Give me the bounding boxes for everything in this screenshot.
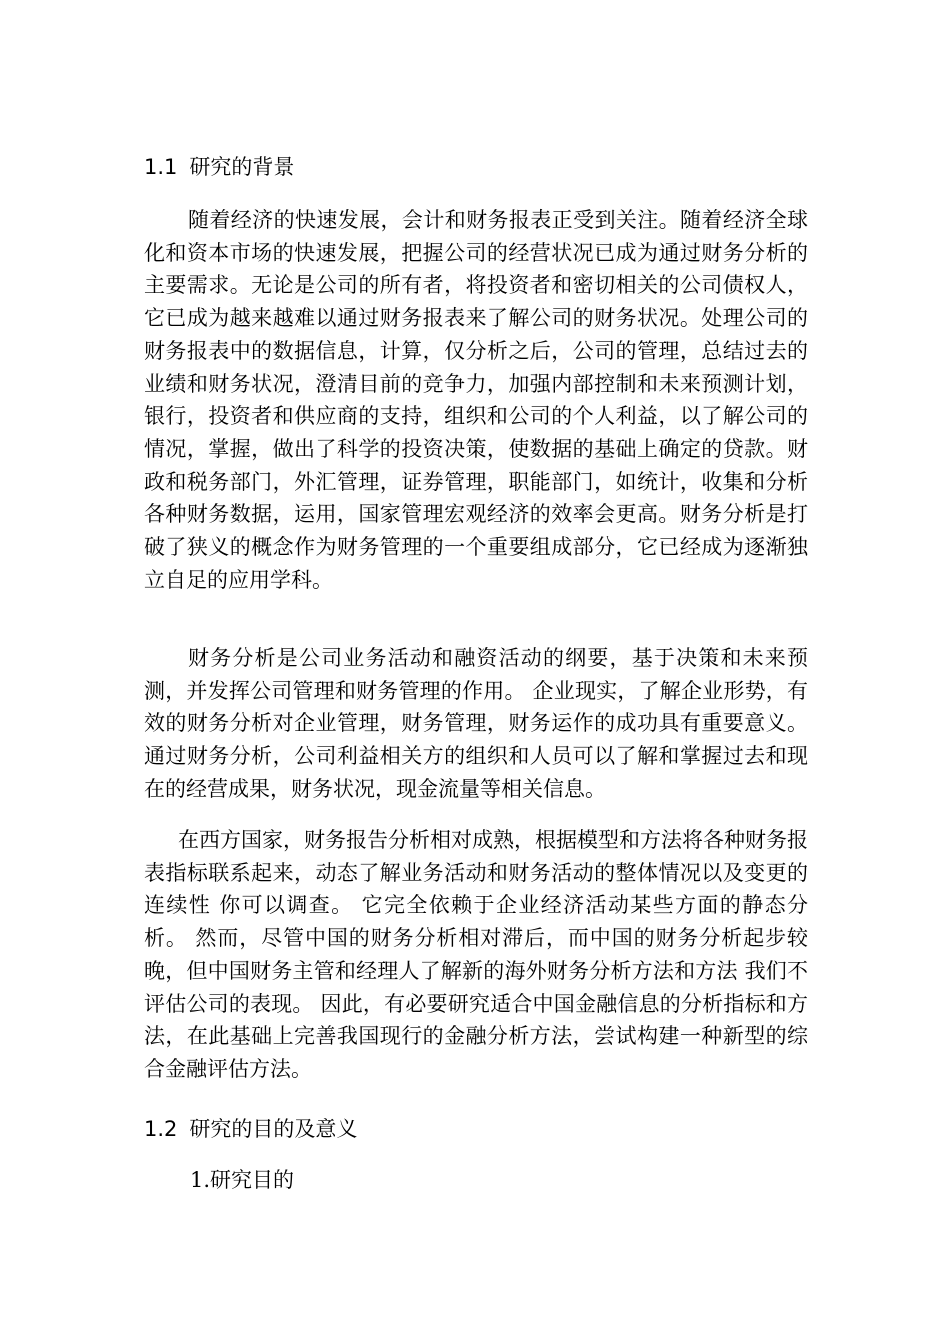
section-heading-1-1 bbox=[144, 151, 294, 183]
paragraph-background-3: 在西方国家，财务报告分析相对成熟，根据模型和方法将各种财务报表指标联系起来，动态了解业务活动和财务活动的整体情况以及变更的连续性 你可以调查。 它完全依赖于企业经济活动某些方面的静态分析。 然而，尽管中国的财务分析相对滞后，而中国的财务分析起步较晚，但中国财务主管和经理人了解新的海外财务分析方法和方法 我们不评估公司的表现。 因此，有必要研究适合中国金融信息的分析指标和方法，在此基础上完善我国现行的金融分析方法，尝试构建一种新型的综合金融评估方法。 bbox=[144, 828, 808, 1081]
paragraph-background-1: 随着经济的快速发展，会计和财务报表正受到关注。随着经济全球化和资本市场的快速发展，把握公司的经营状况已成为通过财务分析的主要需求。无论是公司的所有者，将投资者和密切相关的公司债权人，它已成为越来越难以通过财务报表来了解公司的财务状况。处理公司的财务报表中的数据信息，计算，仅分析之后，公司的管理，总结过去的业绩和财务状况，澄清目前的竞争力，加强内部控制和未来预测计划，银行，投资者和供应商的支持，组织和公司的个人利益，以了解公司的情况，掌握，做出了科学的投资决策，使数据的基础上确定的贷款。财政和税务部门，外汇管理，证券管理，职能部门，如统计，收集和分析各种财务数据，运用，国家管理宏观经济的效率会更高。财务分析是打破了狭义的概念作为财务管理的一个重要组成部分，它已经成为逐渐独立自足的应用学科。 bbox=[144, 208, 808, 592]
section-number: 1.2 bbox=[144, 1117, 178, 1141]
subsection-research-purpose: 1.研究目的 bbox=[190, 1168, 295, 1192]
section-heading-1-2 bbox=[144, 1113, 357, 1145]
section-number: 1.1 bbox=[144, 155, 178, 179]
section-title: 研究的目的及意义 bbox=[189, 1117, 358, 1141]
section-title: 研究的背景 bbox=[189, 155, 295, 179]
paragraph-background-2: 财务分析是公司业务活动和融资活动的纲要，基于决策和未来预测，并发挥公司管理和财务管理的作用。 企业现实，了解企业形势，有效的财务分析对企业管理，财务管理，财务运作的成功具有重要意义。 通过财务分析，公司利益相关方的组织和人员可以了解和掌握过去和现在的经营成果，财务状况，现金流量等相关信息。 bbox=[144, 646, 808, 801]
